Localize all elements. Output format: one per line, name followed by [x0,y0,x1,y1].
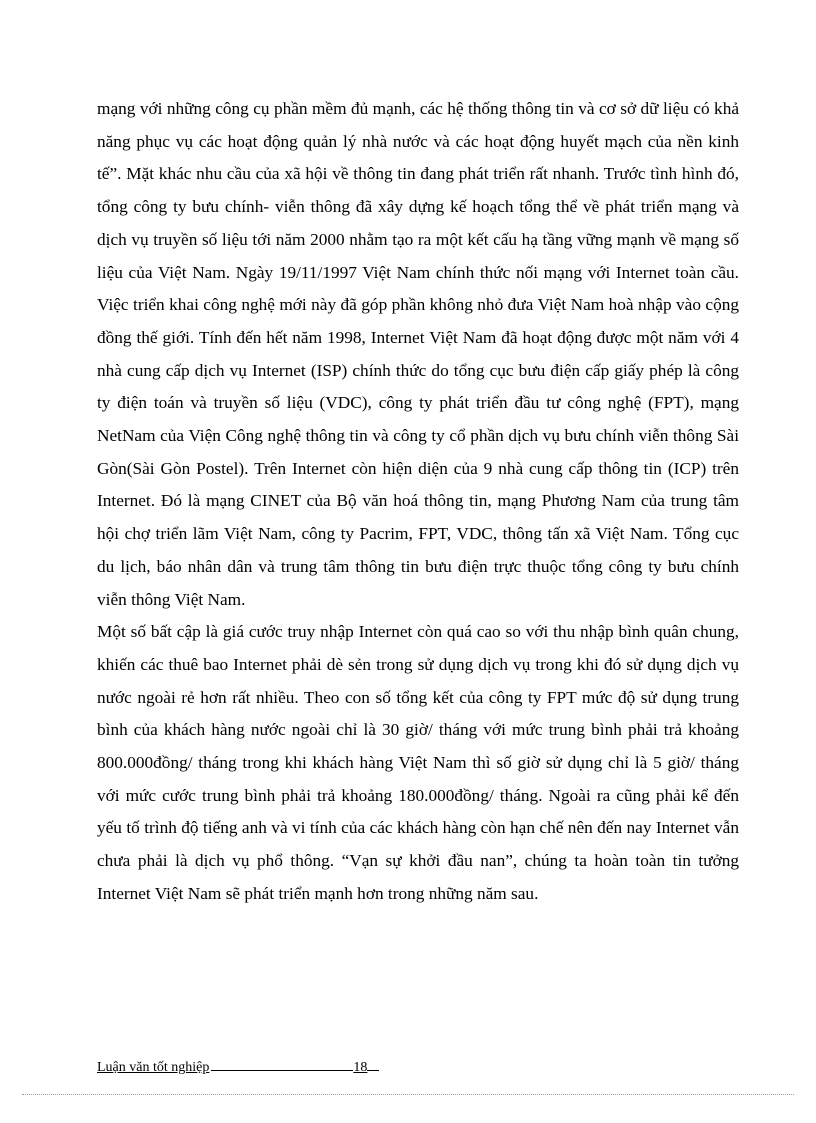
footer-label: Luận văn tốt nghiệp [97,1060,210,1075]
footer-rule-tail [367,1057,379,1071]
page-footer [97,1057,379,1077]
page-bottom-divider [22,1094,794,1095]
body-text [97,93,739,911]
page-number: 18 [353,1060,368,1075]
paragraph-2: Một số bất cập là giá cước truy nhập Internet còn quá cao so với thu nhập bình quân chung, khiến các thuê bao Internet phải dè sẻn trong sử dụng dịch vụ trong khi đó sử dụng dịch vụ nước ngoài rẻ hơn rất nhiều. Theo con số tổng kết của công ty FPT mức độ sử dụng trung bình của khách hàng nước ngoài chỉ là 30 giờ/ tháng với mức trung bình phải trả khoảng 800.000đồng/ tháng trong khi khách hàng Việt Nam thì số giờ sử dụng chỉ là 5 giờ/ tháng với mức cước trung bình phải trả khoảng 180.000đồng/ tháng. Ngoài ra cũng phải kể đến yếu tố trình độ tiếng anh và vi tính của các khách hàng còn hạn chế nên đến nay Internet vẫn chưa phải là dịch vụ phổ thông. “Vạn sự khởi đầu nan”, chúng ta hoàn toàn tin tưởng Internet Việt Nam sẽ phát triển mạnh hơn trong những năm sau. [97,622,739,903]
paragraph-1: mạng với những công cụ phần mềm đủ mạnh, các hệ thống thông tin và cơ sở dữ liệu có khả năng phục vụ các hoạt động quản lý nhà nước và các hoạt động huyết mạch của nền kinh tế”. Mặt khác nhu cầu của xã hội về thông tin đang phát triển rất nhanh. Trước tình hình đó, tổng công ty bưu chính- viễn thông đã xây dựng kế hoạch tổng thể về phát triển mạng và dịch vụ truyền số liệu tới năm 2000 nhằm tạo ra một kết cấu hạ tầng vững mạnh về mạng số liệu của Việt Nam. Ngày 19/11/1997 Việt Nam chính thức nối mạng với Internet toàn cầu. Việc triển khai công nghệ mới này đã góp phần không nhỏ đưa Việt Nam hoà nhập vào cộng đồng thế giới. Tính đến hết năm 1998, Internet Việt Nam đã hoạt động được một năm với 4 nhà cung cấp dịch vụ Internet (ISP) chính thức do tổng cục bưu điện cấp giấy phép là công ty điện toán và truyền số liệu (VDC), công ty phát triển đầu tư công nghệ (FPT), mạng NetNam của Viện Công nghệ thông tin và công ty cổ phần dịch vụ bưu chính viễn thông Sài Gòn(Sài Gòn Postel). Trên Internet còn hiện diện của 9 nhà cung cấp thông tin (ICP) trên Internet. Đó là mạng CINET của Bộ văn hoá thông tin, mạng Phương Nam của trung tâm hội chợ triển lãm Việt Nam, công ty Pacrim, FPT, VDC, thông tấn xã Việt Nam. Tổng cục du lịch, báo nhân dân và trung tâm thông tin bưu điện trực thuộc tổng công ty bưu chính viễn thông Việt Nam. [97,99,739,609]
footer-rule [211,1057,353,1071]
